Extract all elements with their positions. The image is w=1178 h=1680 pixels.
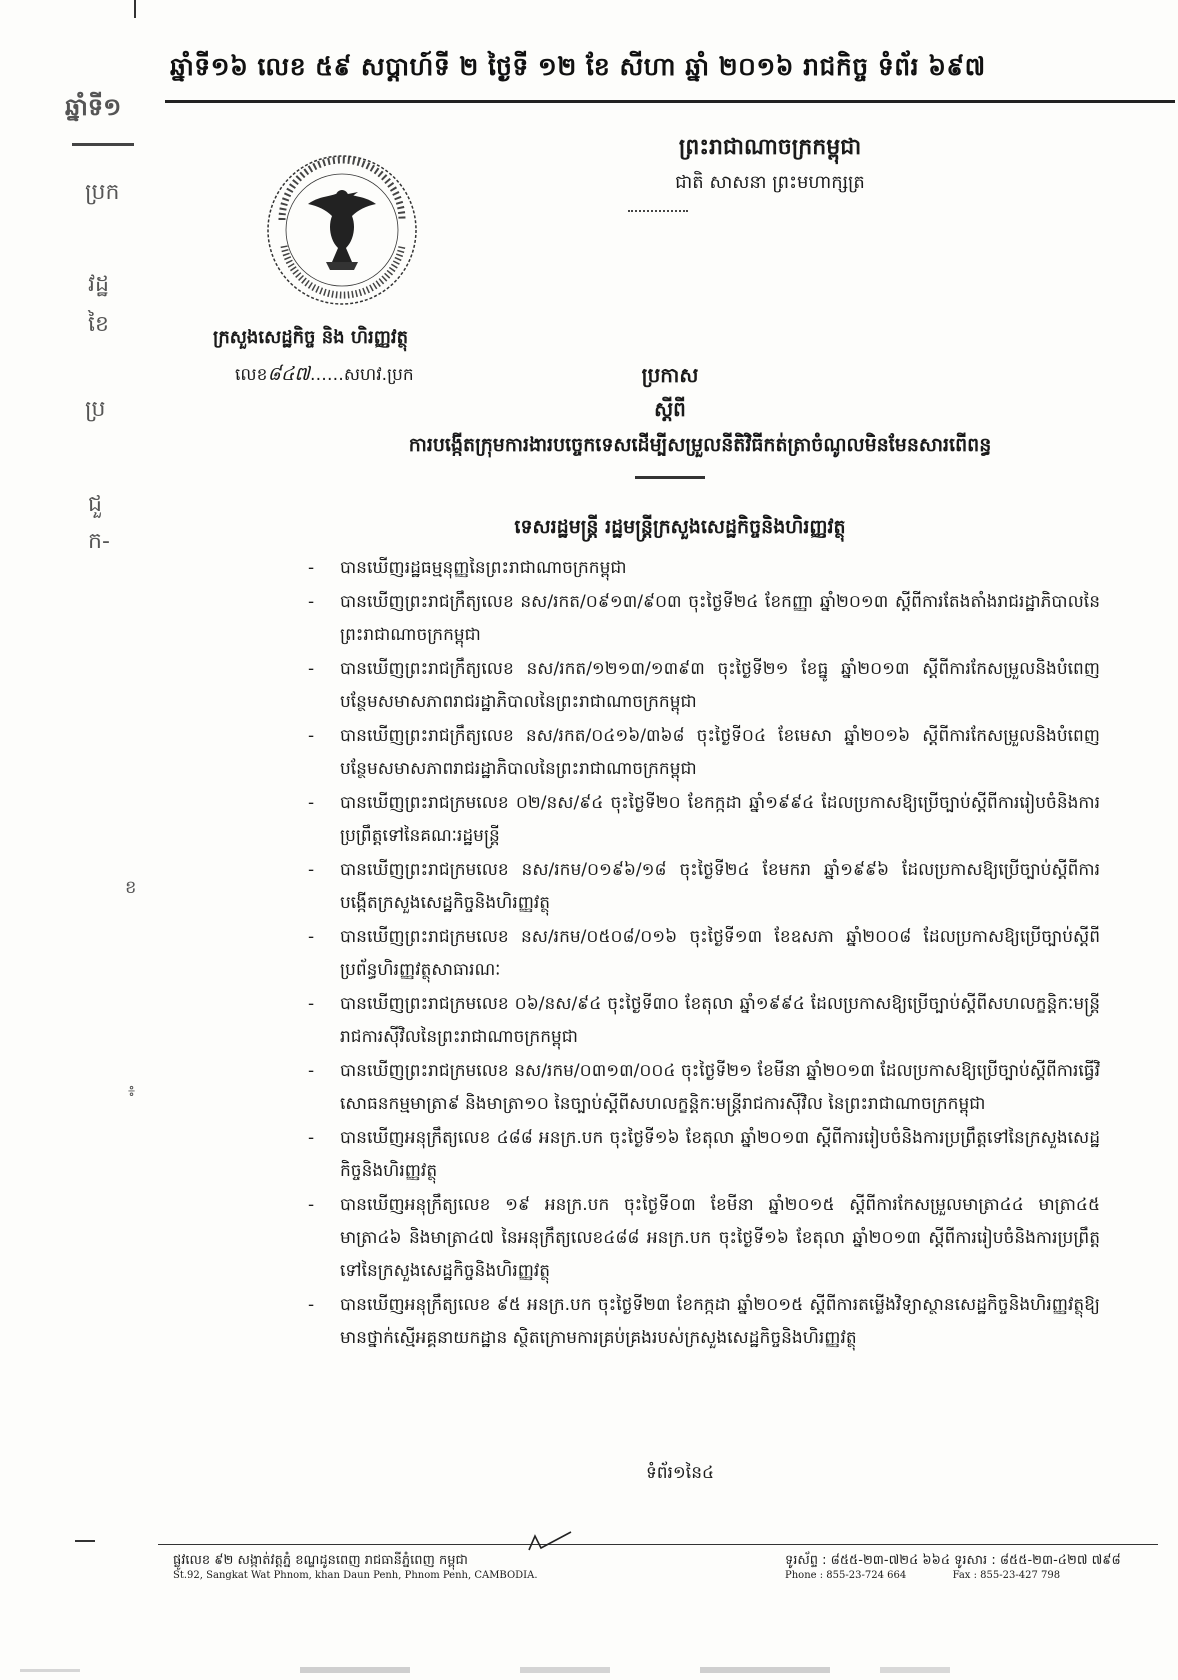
background-page-fragment: ជួ (88, 492, 102, 517)
background-page-fragment: វដ្ឋ (88, 272, 109, 297)
considerations-list (300, 552, 1100, 1356)
footer-phone-khmer: ទូរស័ព្ទ : ៨៥៥-២៣-៧២៤ ៦៦៤ ទូរសារ : ៨៥៥-២៣-៤២៧ ៧៩៨ (785, 1553, 1121, 1568)
reference-prefix: លេខ (235, 365, 268, 385)
list-item: - បានឃើញព្រះរាជក្រមលេខ ០៦/នស/៩៤ ចុះថ្ងៃទី៣០ ខែតុលា ឆ្នាំ១៩៩៤ ដែលប្រកាសឱ្យប្រើច្បាប់ស្តីពីសហលក្ខន្តិកៈមន្ត្រីរាជការស៊ីវិលនៃព្រះរាជាណាចក្រកម្ពុជា (308, 994, 1100, 1047)
list-item: - បានឃើញអនុក្រឹត្យលេខ ១៩ អនក្រ.បក ចុះថ្ងៃទី០៣ ខែមីនា ឆ្នាំ២០១៥ ស្តីពីការកែសម្រួលមាត្រា៤៤ មាត្រា៤៥ មាត្រា៤៦ និងមាត្រា៤៧ នៃអនុក្រឹត្យលេខ៤៨៨ អនក្រ.បក ចុះថ្ងៃទី១៦ ខែតុលា ឆ្នាំ២០១៣ ស្តីពីការរៀបចំនិងការប្រព្រឹត្តទៅនៃក្រសួងសេដ្ឋកិច្ចនិងហិរញ្ញវត្ថុ (308, 1195, 1100, 1281)
footer-phone-english (785, 1570, 1060, 1581)
list-item: - បានឃើញរដ្ឋធម្មនុញ្ញនៃព្រះរាជាណាចក្រកម្ពុជា (308, 558, 627, 578)
list-item: - បានឃើញព្រះរាជក្រមលេខ នស/រកម/០១៩៦/១៨ ចុះថ្ងៃទី២៤ ខែមករា ឆ្នាំ១៩៩៦ ដែលប្រកាសឱ្យប្រើច្បាប់ស្តីពីការបង្កើតក្រសួងសេដ្ឋកិច្ចនិងហិរញ្ញវត្ថុ (308, 860, 1100, 913)
background-page-fragment: ខ (125, 877, 137, 898)
handwritten-mark-icon (525, 1530, 575, 1554)
page-number: ទំព័រ១នៃ៤ (645, 1463, 715, 1483)
list-item: - បានឃើញអនុក្រឹត្យលេខ ៤៨៨ អនក្រ.បក ចុះថ្ងៃទី១៦ ខែតុលា ឆ្នាំ២០១៣ ស្តីពីការរៀបចំនិងការប្រព្រឹត្តទៅនៃក្រសួងសេដ្ឋកិច្ចនិងហិរញ្ញវត្ថុ (308, 1128, 1100, 1181)
reference-number: លេខ៨៤៧……សហវ.ប្រក (235, 363, 414, 385)
list-item: - បានឃើញព្រះរាជក្រមលេខ ០២/នស/៩៤ ចុះថ្ងៃទី២០ ខែកក្កដា ឆ្នាំ១៩៩៤ ដែលប្រកាសឱ្យប្រើច្បាប់ស្តីពីការរៀបចំនិងការប្រព្រឹត្តទៅនៃគណៈរដ្ឋមន្ត្រី (308, 793, 1100, 846)
national-motto: ជាតិ សាសនា ព្រះមហាក្សត្រ (675, 172, 865, 193)
background-page-fragment: ប្រក (85, 180, 120, 205)
footer-phone: Phone : 855-23-724 664 (785, 1570, 907, 1581)
subject-label: ស្តីពី (654, 397, 686, 421)
list-item: - បានឃើញអនុក្រឹត្យលេខ ៩៥ អនក្រ.បក ចុះថ្ងៃទី២៣ ខែកក្កដា ឆ្នាំ២០១៥ ស្តីពីការតម្លើងវិទ្យាស្ថានសេដ្ឋកិច្ចនិងហិរញ្ញវត្ថុឱ្យមានថ្នាក់ស្មើអគ្គនាយកដ្ឋាន ស្ថិតក្រោមការគ្រប់គ្រងរបស់ក្រសួងសេដ្ឋកិច្ចនិងហិរញ្ញវត្ថុ (308, 1295, 1100, 1348)
scan-edge-mark (134, 0, 136, 18)
document-subject: ការបង្កើតក្រុមការងារបច្ចេកទេសដើម្បីសម្រួលនីតិវិធីកត់ត្រាចំណូលមិនមែនសារពើពន្ធ (408, 434, 992, 456)
background-page-fragment: ប្រ (85, 397, 106, 422)
background-page-dash (75, 1540, 95, 1542)
issuing-authority: ទេសរដ្ឋមន្ត្រី រដ្ឋមន្ត្រីក្រសួងសេដ្ឋកិច្ចនិងហិរញ្ញវត្ថុ (514, 516, 846, 538)
background-page-rule (72, 143, 134, 146)
list-item: - បានឃើញព្រះរាជក្រឹត្យលេខ នស/រកត/០៤១៦/៣៦៨ ចុះថ្ងៃទី០៤ ខែមេសា ឆ្នាំ២០១៦ ស្តីពីការកែសម្រួលនិងបំពេញបន្ថែមសមាសភាពរាជរដ្ឋាភិបាលនៃព្រះរាជាណាចក្រកម្ពុជា (308, 726, 1100, 779)
document-type: ប្រកាស (641, 363, 699, 387)
gazette-header-rule (165, 100, 1175, 103)
reference-handwritten-number: ៨៤៧ (267, 363, 310, 385)
background-page-fragment: ឆ្នាំទី១ (65, 93, 122, 121)
background-page-fragment: ៖ (128, 1081, 136, 1100)
gazette-header: ឆ្នាំទី១៦ លេខ ៥៩ សប្តាហ៍ទី ២ ថ្ងៃទី ១២ ខែ សីហា ឆ្នាំ ២០១៦ រាជកិច្ច ទំព័រ ៦៩៧ (170, 52, 986, 81)
kingdom-title: ព្រះរាជាណាចក្រកម្ពុជា (678, 135, 862, 160)
footer-address-khmer: ផ្លូវលេខ ៩២ សង្កាត់វត្តភ្នំ ខណ្ឌដូនពេញ រាជធានីភ្នំពេញ កម្ពុជា (173, 1553, 468, 1568)
list-item: - បានឃើញព្រះរាជក្រមលេខ នស/រកម/០៥០៨/០១៦ ចុះថ្ងៃទី១៣ ខែឧសភា ឆ្នាំ២០០៨ ដែលប្រកាសឱ្យប្រើច្បាប់ស្តីពីប្រព័ន្ធហិរញ្ញវត្ថុសាធារណៈ (308, 927, 1100, 980)
next-page-bleed (0, 1655, 1178, 1680)
footer-rule (158, 1544, 1158, 1545)
subject-ornament (635, 476, 705, 479)
list-item: - បានឃើញព្រះរាជក្រមលេខ នស/រកម/០៣១៣/០០៤ ចុះថ្ងៃទី២១ ខែមីនា ឆ្នាំ២០១៣ ដែលប្រកាសឱ្យប្រើច្បាប់ស្តីពីការធ្វើវិសោធនកម្មមាត្រា៩ និងមាត្រា១០ នៃច្បាប់ស្តីពីសហលក្ខន្តិកៈមន្ត្រីរាជការស៊ីវិល នៃព្រះរាជាណាចក្រកម្ពុជា (308, 1061, 1100, 1114)
footer-fax: Fax : 855-23-427 798 (952, 1570, 1061, 1581)
ministry-seal-icon (262, 150, 422, 310)
list-item: - បានឃើញព្រះរាជក្រឹត្យលេខ នស/រកត/០៩១៣/៩០៣ ចុះថ្ងៃទី២៤ ខែកញ្ញា ឆ្នាំ២០១៣ ស្តីពីការតែងតាំងរាជរដ្ឋាភិបាលនៃព្រះរាជាណាចក្រកម្ពុជា (308, 592, 1100, 645)
footer-address-english: St.92, Sangkat Wat Phnom, khan Daun Penh, Phnom Penh, CAMBODIA. (173, 1570, 538, 1581)
ministry-name: ក្រសួងសេដ្ឋកិច្ច និង ហិរញ្ញវត្ថុ (213, 327, 408, 348)
background-page-fragment: ក- (88, 529, 110, 554)
reference-suffix: សហវ.ប្រក (343, 365, 414, 385)
motto-ornament (628, 210, 688, 212)
background-page-fragment: ខៃ (88, 312, 109, 337)
list-item: - បានឃើញព្រះរាជក្រឹត្យលេខ នស/រកត/១២១៣/១៣៩៣ ចុះថ្ងៃទី២១ ខែធ្នូ ឆ្នាំ២០១៣ ស្តីពីការកែសម្រួលនិងបំពេញបន្ថែមសមាសភាពរាជរដ្ឋាភិបាលនៃព្រះរាជាណាចក្រកម្ពុជា (308, 659, 1100, 712)
